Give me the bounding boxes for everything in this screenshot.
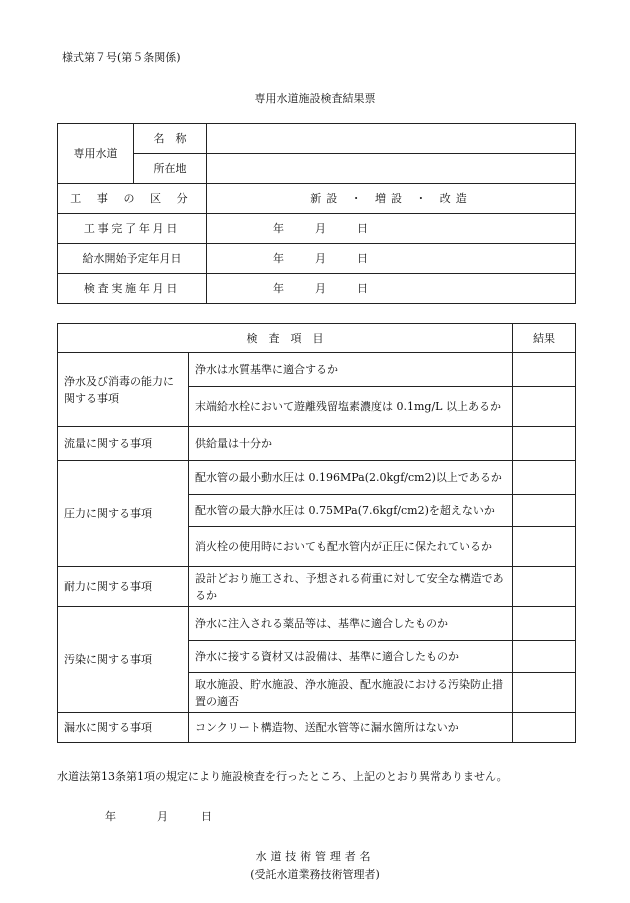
result-cell[interactable] [513,353,576,387]
result-cell[interactable] [513,713,576,743]
form-number: 様式第７号(第５条関係) [62,51,181,64]
inspection-date-label: 検査実施年月日 [58,274,207,304]
name-value[interactable] [207,124,576,154]
month-label: 月 [315,222,326,235]
inspection-item: 供給量は十分か [189,427,513,461]
work-type-options: 新設 ・ 増設 ・ 改造 [207,184,576,214]
category-cell: 汚染に関する事項 [58,607,189,713]
facility-info-table [57,123,576,304]
inspection-item: 浄水は水質基準に適合するか [189,353,513,387]
completion-date-label: 工事完了年月日 [58,214,207,244]
category-cell: 圧力に関する事項 [58,461,189,567]
result-header: 結果 [513,324,576,353]
inspection-item: 配水管の最小動水圧は 0.196MPa(2.0kgf/cm2)以上であるか [189,461,513,495]
year-label: 年 [273,252,284,265]
inspection-item: 浄水に接する資材又は設備は、基準に適合したものか [189,641,513,673]
result-cell[interactable] [513,567,576,607]
inspection-item: コンクリート構造物、送配水管等に漏水箇所はないか [189,713,513,743]
category-cell: 漏水に関する事項 [58,713,189,743]
inspection-item: 消火栓の使用時においても配水管内が正圧に保たれているか [189,527,513,567]
result-cell[interactable] [513,461,576,495]
day-label: 日 [357,252,368,265]
inspection-item: 配水管の最大静水圧は 0.75MPa(7.6kgf/cm2)を超えないか [189,495,513,527]
manager-name-label: 水道技術管理者名 [255,850,375,863]
year-label: 年 [273,222,284,235]
month-label: 月 [315,282,326,295]
work-type-label: 工 事 の 区 分 [58,184,207,214]
inspection-item: 末端給水栓において遊離残留塩素濃度は 0.1mg/L 以上あるか [189,387,513,427]
result-cell[interactable] [513,527,576,567]
inspection-date-value [207,274,576,304]
day-label: 日 [357,222,368,235]
month-label: 月 [315,252,326,265]
signature-date [105,808,212,824]
category-cell: 耐力に関する事項 [58,567,189,607]
day-label: 日 [357,282,368,295]
date-month: 月 [157,810,168,823]
completion-date-value [207,214,576,244]
water-supply-group-label: 専用水道 [58,124,134,184]
category-cell: 流量に関する事項 [58,427,189,461]
result-cell[interactable] [513,607,576,641]
inspection-item: 設計どおり施工され、予想される荷重に対して安全な構造であるか [189,567,513,607]
statement: 水道法第13条第1項の規定により施設検査を行ったところ、上記のとおり異常ありません。 [57,770,508,783]
page-title: 専用水道施設検査結果票 [254,92,376,105]
date-day: 日 [201,810,212,823]
result-cell[interactable] [513,641,576,673]
manager-note: (受託水道業務技術管理者) [250,868,380,881]
result-cell[interactable] [513,427,576,461]
inspection-item: 浄水に注入される薬品等は、基準に適合したものか [189,607,513,641]
location-label: 所在地 [134,154,207,184]
result-cell[interactable] [513,387,576,427]
location-value[interactable] [207,154,576,184]
category-cell: 浄水及び消毒の能力に関する事項 [58,353,189,427]
year-label: 年 [273,282,284,295]
name-label: 名 称 [134,124,207,154]
supply-start-date-value [207,244,576,274]
inspection-item: 取水施設、貯水施設、浄水施設、配水施設における汚染防止措置の適否 [189,673,513,713]
inspection-items-header: 検 査 項 目 [58,324,513,353]
result-cell[interactable] [513,673,576,713]
date-year: 年 [105,810,116,823]
inspection-items-table [57,323,576,743]
result-cell[interactable] [513,495,576,527]
supply-start-date-label: 給水開始予定年月日 [58,244,207,274]
